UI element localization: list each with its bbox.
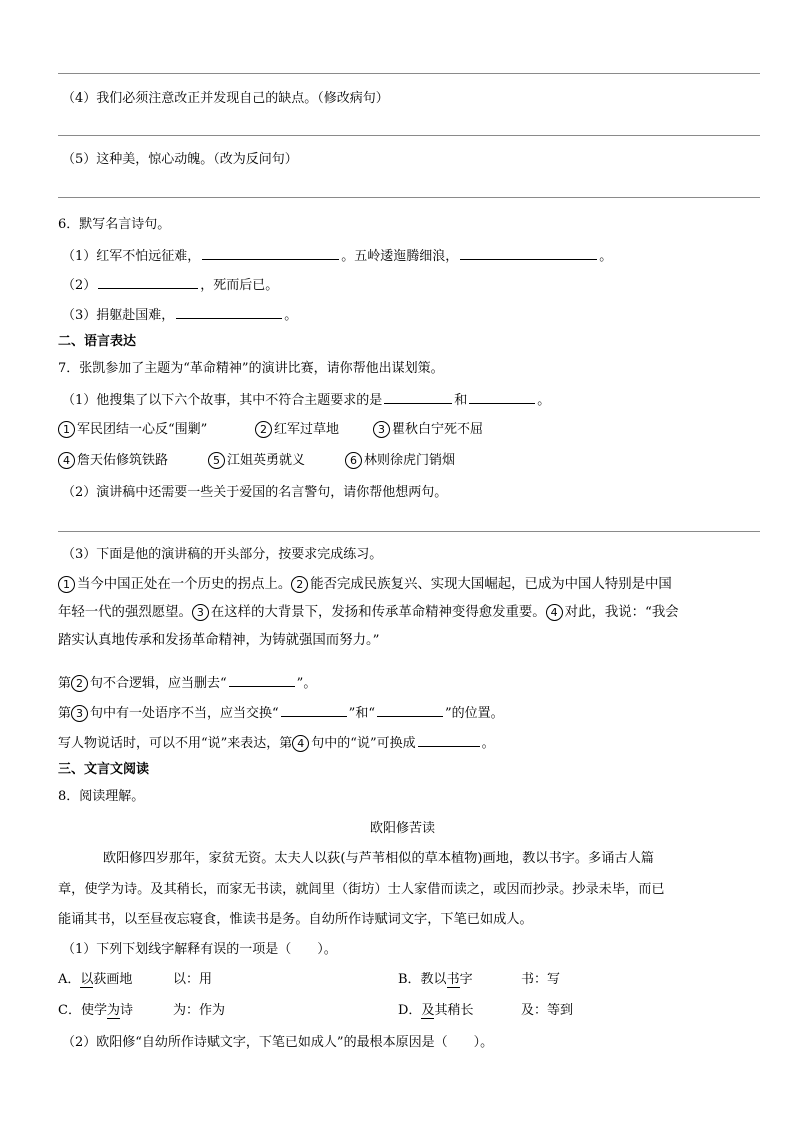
- circled-number: 3: [192, 604, 209, 621]
- fill-blank[interactable]: [98, 276, 198, 289]
- text: 荻画地: [93, 972, 133, 987]
- text: 和: [454, 393, 468, 408]
- answer-line: [58, 73, 760, 74]
- fill-blank[interactable]: [469, 391, 535, 404]
- question-7-answer-2: [58, 704, 504, 723]
- fill-blank[interactable]: [202, 247, 339, 260]
- text: （1）他搜集了以下六个故事，其中不符合主题要求的是: [62, 393, 383, 408]
- question-7-sub-3: （3）下面是他的演讲稿的开头部分，按要求完成练习。: [62, 547, 383, 562]
- text: 诗: [119, 1003, 133, 1018]
- circled-number: 4: [546, 604, 563, 621]
- option-c-definition: 为：作为: [173, 1003, 226, 1018]
- question-7-answer-1: [58, 674, 316, 693]
- fill-blank[interactable]: [229, 674, 295, 687]
- speech-paragraph-line: [58, 604, 679, 622]
- question-6-line-2: [62, 276, 278, 295]
- text: ”。: [296, 676, 317, 691]
- circled-number: 6: [345, 452, 362, 469]
- text: 写人物说话时，可以不用“说”来表达，第: [58, 736, 293, 751]
- option-c[interactable]: [58, 1002, 133, 1020]
- option-d[interactable]: [398, 1002, 473, 1020]
- text: 年轻一代的强烈愿望。: [58, 605, 192, 620]
- question-6-title: 6．默写名言诗句。: [58, 217, 171, 232]
- text: ”和“: [348, 706, 375, 721]
- question-7-sub-2: （2）演讲稿中还需要一些关于爱国的名言警句，请你帮他想两句。: [62, 485, 448, 500]
- answer-line: [58, 531, 760, 532]
- fill-blank[interactable]: [460, 247, 597, 260]
- fill-blank[interactable]: [176, 306, 282, 319]
- text: 对此，我说：“我会: [564, 605, 679, 620]
- story-item: [58, 421, 207, 439]
- story-item: [345, 452, 455, 470]
- text: （3）捐躯赴国难，: [62, 308, 175, 323]
- text: 第: [58, 706, 72, 721]
- question-7-answer-3: [58, 734, 495, 753]
- story-text: 詹天佑修筑铁路: [77, 453, 169, 468]
- text: 第: [58, 676, 72, 691]
- text: 能否完成民族复兴、实现大国崛起，已成为中国人特别是中国: [310, 577, 672, 592]
- option-label: A．: [58, 972, 81, 987]
- question-8-sub-2: （2）欧阳修“自幼所作诗赋文字，下笔已如成人”的最根本原因是（ ）。: [62, 1035, 494, 1050]
- text: 其稍长: [434, 1003, 474, 1018]
- option-a-definition: 以：用: [173, 972, 213, 987]
- section-heading: 三、文言文阅读: [58, 762, 150, 777]
- fill-blank[interactable]: [418, 734, 480, 747]
- passage-line: 章，使学为诗。及其稍长，而家无书读，就闾里（街坊）士人家借而读之，或因而抄录。抄录未毕，而已: [58, 882, 665, 897]
- text: 在这样的大背景下，发扬和传承革命精神变得愈发重要。: [210, 605, 546, 620]
- option-a[interactable]: [58, 971, 132, 989]
- question-7-sub-1: [62, 391, 550, 410]
- question-8-sub-1: （1）下列下划线字解释有误的一项是（ ）。: [62, 942, 337, 957]
- speech-paragraph-line: 踏实认真地传承和发扬革命精神，为铸就强国而努力。”: [58, 633, 380, 648]
- question-7-title: 7．张凯参加了主题为“革命精神”的演讲比赛，请你帮他出谋划策。: [58, 361, 444, 376]
- text: 句中的“说”可换成: [311, 736, 416, 751]
- circled-number: 2: [71, 675, 88, 692]
- circled-number: 3: [71, 705, 88, 722]
- text: 。: [284, 308, 298, 323]
- circled-number: 4: [292, 735, 309, 752]
- story-item: [255, 421, 339, 439]
- text: （2）: [62, 278, 97, 293]
- speech-paragraph-line: [58, 576, 672, 594]
- option-label: C．使学: [58, 1003, 107, 1018]
- text: 句不合逻辑，应当删去“: [90, 676, 227, 691]
- circled-number: 2: [291, 576, 308, 593]
- circled-number: 3: [373, 421, 390, 438]
- story-text: 红军过草地: [274, 422, 340, 437]
- fill-blank[interactable]: [377, 704, 443, 717]
- option-b[interactable]: [398, 971, 473, 989]
- text: （1）红军不怕远征难，: [62, 249, 201, 264]
- question-5-item-4: （4）我们必须注意改正并发现自己的缺点。（修改病句）: [62, 91, 389, 106]
- fill-blank[interactable]: [281, 704, 347, 717]
- underlined-char: 及: [421, 1003, 435, 1018]
- circled-number: 4: [58, 452, 75, 469]
- section-heading: 二、语言表达: [58, 334, 137, 349]
- text: 。: [599, 249, 613, 264]
- fill-blank[interactable]: [384, 391, 452, 404]
- text: 。: [481, 736, 495, 751]
- option-label: D．: [398, 1003, 422, 1018]
- story-text: 林则徐虎门销烟: [364, 453, 456, 468]
- question-8-title: 8．阅读理解。: [58, 789, 145, 804]
- text: 当今中国正处在一个历史的拐点上。: [77, 577, 292, 592]
- option-label: B．教以: [398, 972, 447, 987]
- text: ”的位置。: [444, 706, 504, 721]
- passage-line: 欧阳修四岁那年，家贫无资。太夫人以荻(与芦苇相似的草本植物)画地，教以书字。多诵古人篇: [103, 851, 654, 866]
- story-item: [58, 452, 168, 470]
- circled-number: 2: [255, 421, 272, 438]
- passage-line: 能诵其书，以至昼夜忘寝食，惟读书是务。自幼所作诗赋词文字，下笔已如成人。: [58, 912, 533, 927]
- circled-number: 5: [208, 452, 225, 469]
- option-d-definition: 及：等到: [521, 1003, 574, 1018]
- underlined-char: 以: [80, 972, 94, 987]
- text: 。五岭逶迤腾细浪，: [341, 249, 459, 264]
- text: ，死而后已。: [200, 278, 279, 293]
- question-6-line-3: [62, 306, 297, 325]
- text: 字: [459, 972, 473, 987]
- answer-line: [58, 135, 760, 136]
- text: 句中有一处语序不当，应当交换“: [90, 706, 279, 721]
- story-text: 江姐英勇就义: [227, 453, 306, 468]
- underlined-char: 为: [106, 1003, 120, 1018]
- option-b-definition: 书：写: [521, 972, 561, 987]
- circled-number: 1: [58, 421, 75, 438]
- circled-number: 1: [58, 576, 75, 593]
- passage-title: 欧阳修苦读: [370, 821, 436, 836]
- question-6-line-1: [62, 247, 612, 266]
- story-text: 瞿秋白宁死不屈: [392, 422, 484, 437]
- question-5-item-5: （5）这种美，惊心动魄。（改为反问句）: [62, 152, 298, 167]
- underlined-char: 书: [446, 972, 460, 987]
- story-item: [208, 452, 305, 470]
- story-text: 军民团结一心反“围剿”: [77, 422, 208, 437]
- text: 。: [537, 393, 551, 408]
- story-item: [373, 421, 483, 439]
- answer-line: [58, 197, 760, 198]
